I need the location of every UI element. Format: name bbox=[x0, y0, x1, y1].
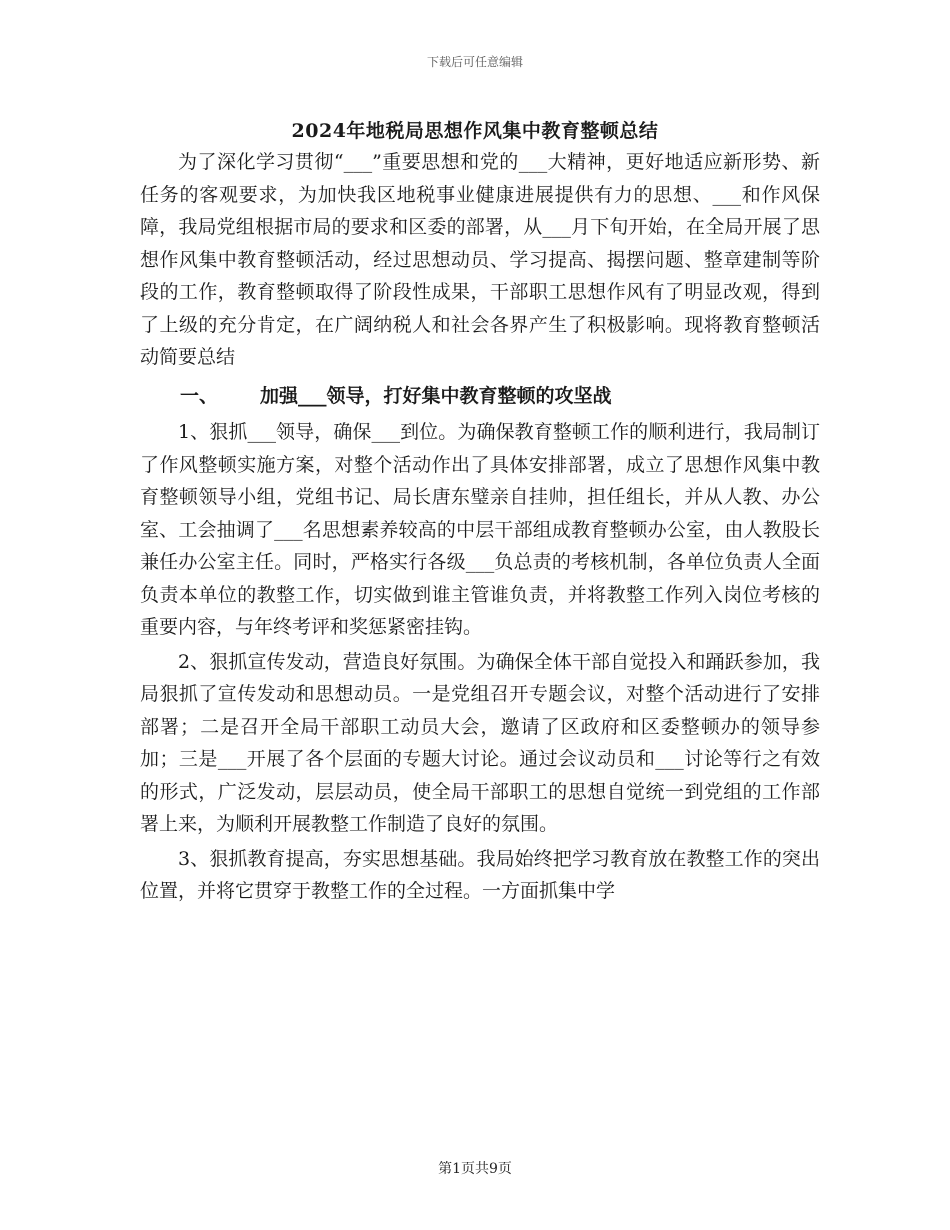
document-body bbox=[140, 146, 820, 908]
section-heading bbox=[140, 380, 820, 413]
paragraph-3: 3、狠抓教育提高，夯实思想基础。我局始终把学习教育放在教整工作的突出位置，并将它贯穿于教整工作的全过程。一方面抓集中学 bbox=[140, 847, 820, 902]
paragraph-2: 2、狠抓宣传发动，营造良好氛围。为确保全体干部自觉投入和踊跃参加，我局狠抓了宣传发动和思想动员。一是党组召开专题会议，对整个活动进行了安排部署；二是召开全局干部职工动员大会，邀请了区政府和区委整顿办的领导参加；三是___开展了各个层面的专题大讨论。通过会议动员和___讨论等行之有效的形式，广泛发动，层层动员，使全局干部职工的思想自觉统一到党组的工作部署上来，为顺利开展教整工作制造了良好的氛围。 bbox=[140, 650, 820, 835]
paragraph-1: 1、狠抓___领导，确保___到位。为确保教育整顿工作的顺利进行，我局制订了作风整顿实施方案，对整个活动作出了具体安排部署，成立了思想作风集中教育整顿领导小组，党组书记、局长唐东璧亲自挂帅，担任组长，并从人教、办公室、工会抽调了___名思想素养较高的中层干部组成教育整顿办公室，由人教股长兼任办公室主任。同时，严格实行各级___负总责的考核机制，各单位负责人全面负责本单位的教整工作，切实做到谁主管谁负责，并将教整工作列入岗位考核的重要内容，与年终考评和奖惩紧密挂钩。 bbox=[140, 421, 820, 638]
section-number: 一、 bbox=[180, 384, 219, 407]
page-number-footer: 第1页共9页 bbox=[438, 1161, 512, 1177]
header-note: 下载后可任意编辑 bbox=[426, 55, 523, 69]
intro-paragraph: 为了深化学习贯彻“___”重要思想和党的___大精神，更好地适应新形势、新任务的客观要求，为加快我区地税事业健康进展提供有力的思想、___和作风保障，我局党组根据市局的要求和区委的部署，从___月下旬开始，在全局开展了思想作风集中教育整顿活动，经过思想动员、学习提高、揭摆问题、整章建制等阶段的工作，教育整顿取得了阶段性成果，干部职工思想作风有了明显改观，得到了上级的充分肯定，在广阔纳税人和社会各界产生了积极影响。现将教育整顿活动简要总结 bbox=[140, 151, 820, 368]
section-heading-text: 加强___领导，打好集中教育整顿的攻坚战 bbox=[260, 384, 612, 407]
document-title: 2024年地税局思想作风集中教育整顿总结 bbox=[291, 120, 659, 142]
